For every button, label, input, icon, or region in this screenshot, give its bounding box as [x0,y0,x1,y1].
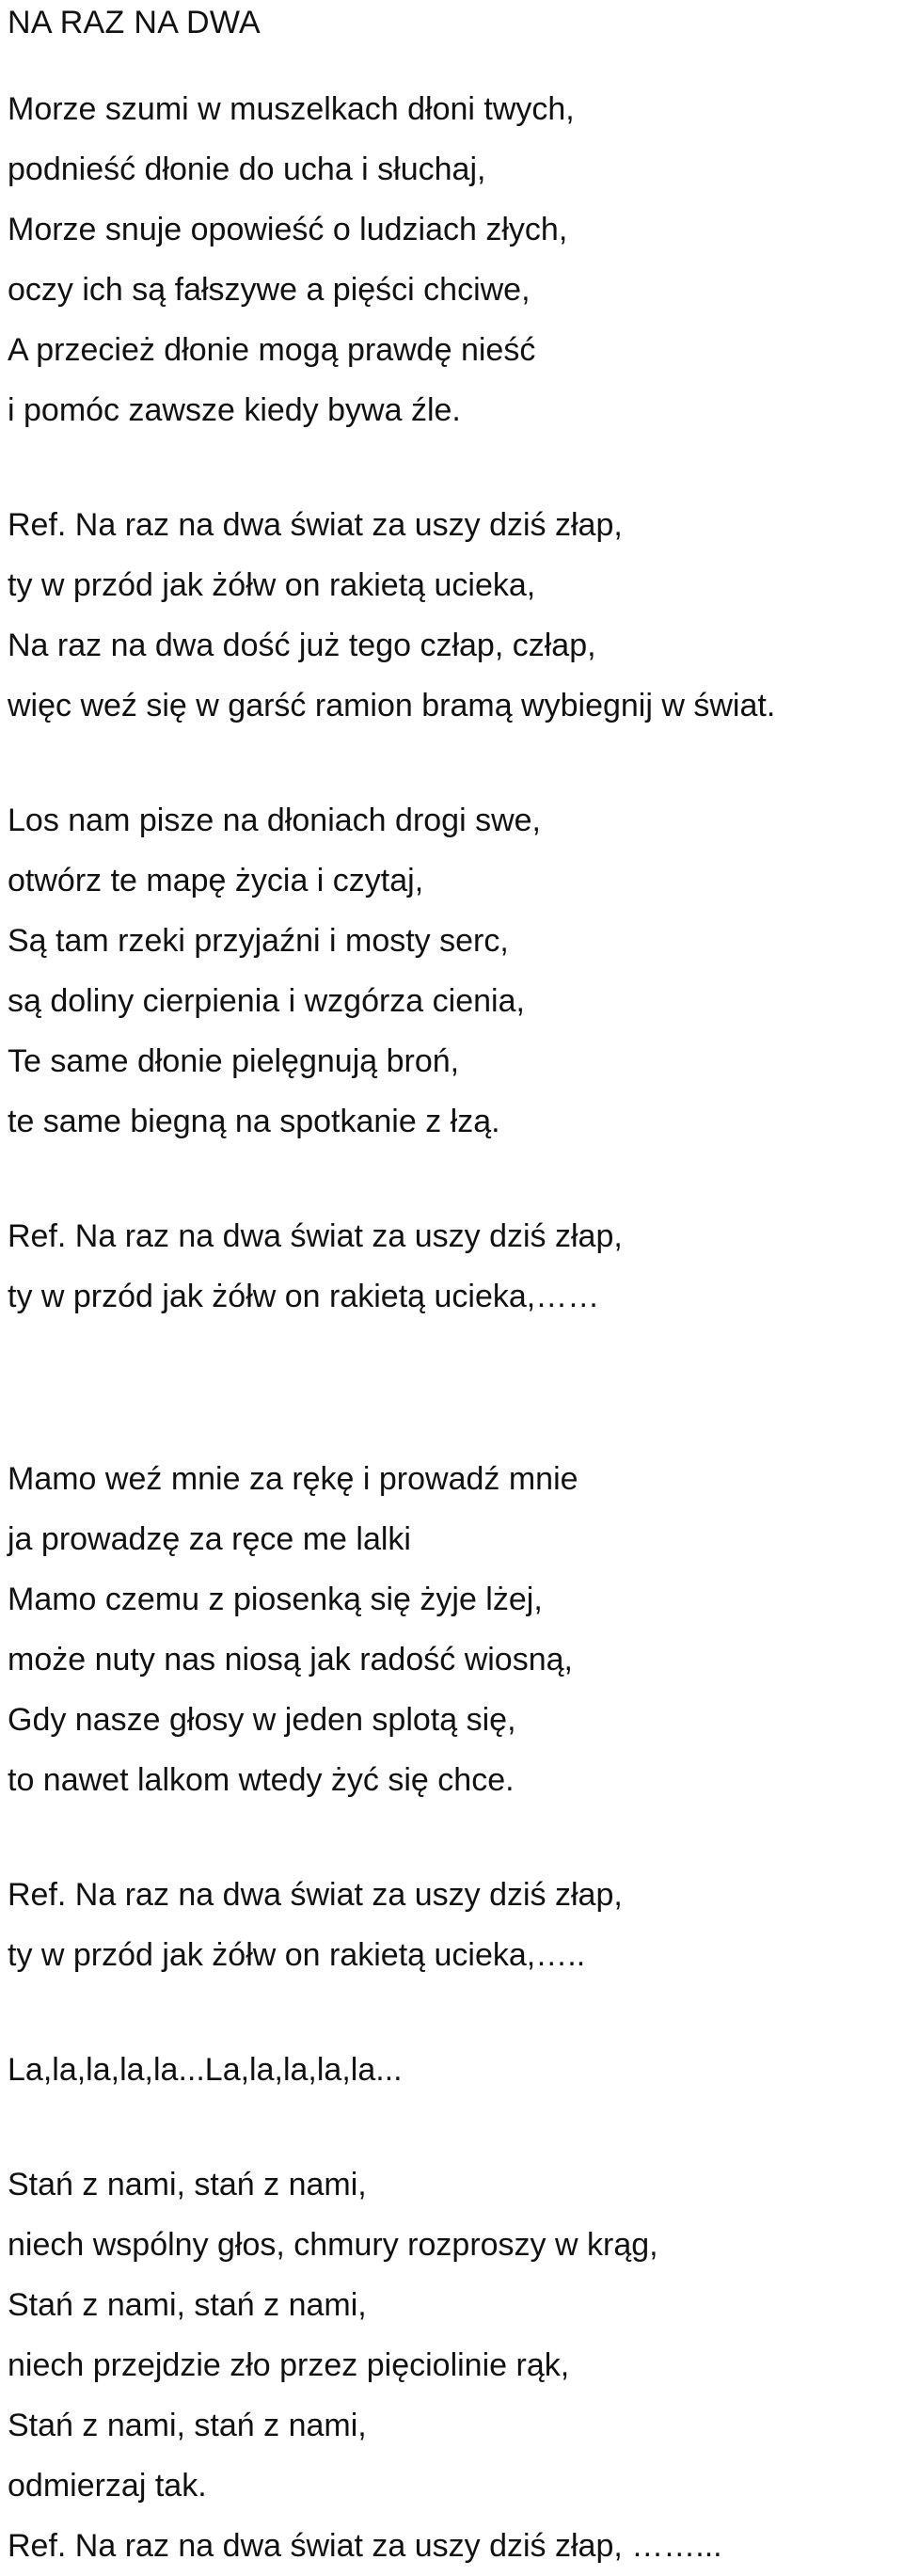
lyric-line: podnieść dłonie do ucha i słuchaj, [8,151,486,187]
lyric-line: Ref. Na raz na dwa świat za uszy dziś złap, ……... [8,2528,722,2564]
stanza-3 [8,1449,892,1810]
stanza-4 [8,2155,892,2576]
lyric-line: Stań z nami, stań z nami, [8,2167,367,2202]
lyric-line: otwórz te mapę życia i czytaj, [8,863,424,898]
lyric-line: ja prowadzę za ręce me lalki [8,1521,411,1557]
lyric-line: te same biegną na spotkanie z łzą. [8,1104,500,1139]
lyric-line: Los nam pisze na dłoniach drogi swe, [8,803,541,838]
lyric-line: to nawet lalkom wtedy żyć się chce. [8,1762,515,1798]
lyric-line: więc weź się w garść ramion bramą wybiegnij w świat. [8,688,776,724]
lyric-line: może nuty nas niosą jak radość wiosną, [8,1642,573,1678]
lyric-line: Ref. Na raz na dwa świat za uszy dziś złap, [8,507,623,543]
stanza-spacer [8,1985,892,2040]
lyric-line: są doliny cierpienia i wzgórza cienia, [8,983,525,1019]
lyric-line: Stań z nami, stań z nami, [8,2287,367,2323]
lyric-line: Mamo czemu z piosenką się żyje lżej, [8,1582,543,1617]
lyric-line: niech wspólny głos, chmury rozproszy w krąg, [8,2227,658,2263]
stanza-spacer [8,1327,892,1449]
stanza-spacer [8,440,892,495]
lyric-line: oczy ich są fałszywe a pięści chciwe, [8,272,531,308]
lyric-line: A przecież dłonie mogą prawdę nieść [8,332,536,368]
lyric-line: i pomóc zawsze kiedy bywa źle. [8,392,461,428]
lyric-line: Gdy nasze głosy w jeden splotą się, [8,1702,516,1738]
stanza-1 [8,79,892,440]
lyric-line: Ref. Na raz na dwa świat za uszy dziś złap, [8,1218,623,1254]
lyric-line: Mamo weź mnie za rękę i prowadź mnie [8,1461,578,1497]
lyric-line: Ref. Na raz na dwa świat za uszy dziś złap, [8,1877,623,1913]
stanza-2 [8,790,892,1152]
stanza-spacer [8,736,892,790]
lyric-line: niech przejdzie zło przez pięciolinie rąk, [8,2347,570,2383]
stanza-spacer [8,1152,892,1206]
refrain-3 [8,1865,892,1985]
stanza-spacer [8,2100,892,2155]
lyric-line: ty w przód jak żółw on rakietą ucieka, [8,567,536,603]
lyric-line: ty w przód jak żółw on rakietą ucieka,…… [8,1279,600,1314]
lyric-line: ty w przód jak żółw on rakietą ucieka,….. [8,1937,586,1973]
refrain-1 [8,495,892,736]
stanza-spacer [8,1810,892,1865]
lala-line: La,la,la,la,la...La,la,la,la,la... [8,2052,403,2088]
lyric-line: Te same dłonie pielęgnują broń, [8,1043,460,1079]
lyric-line: Na raz na dwa dość już tego człap, człap, [8,628,596,663]
lyric-line: Są tam rzeki przyjaźni i mosty serc, [8,923,509,959]
song-title: NA RAZ NA DWA [8,5,261,40]
document-page [8,0,892,2576]
lyric-line: Morze szumi w muszelkach dłoni twych, [8,91,575,127]
lyric-line: odmierzaj tak. [8,2468,207,2504]
lyric-line: Morze snuje opowieść o ludziach złych, [8,212,568,247]
refrain-2 [8,1206,892,1327]
lyric-line: Stań z nami, stań z nami, [8,2408,367,2443]
